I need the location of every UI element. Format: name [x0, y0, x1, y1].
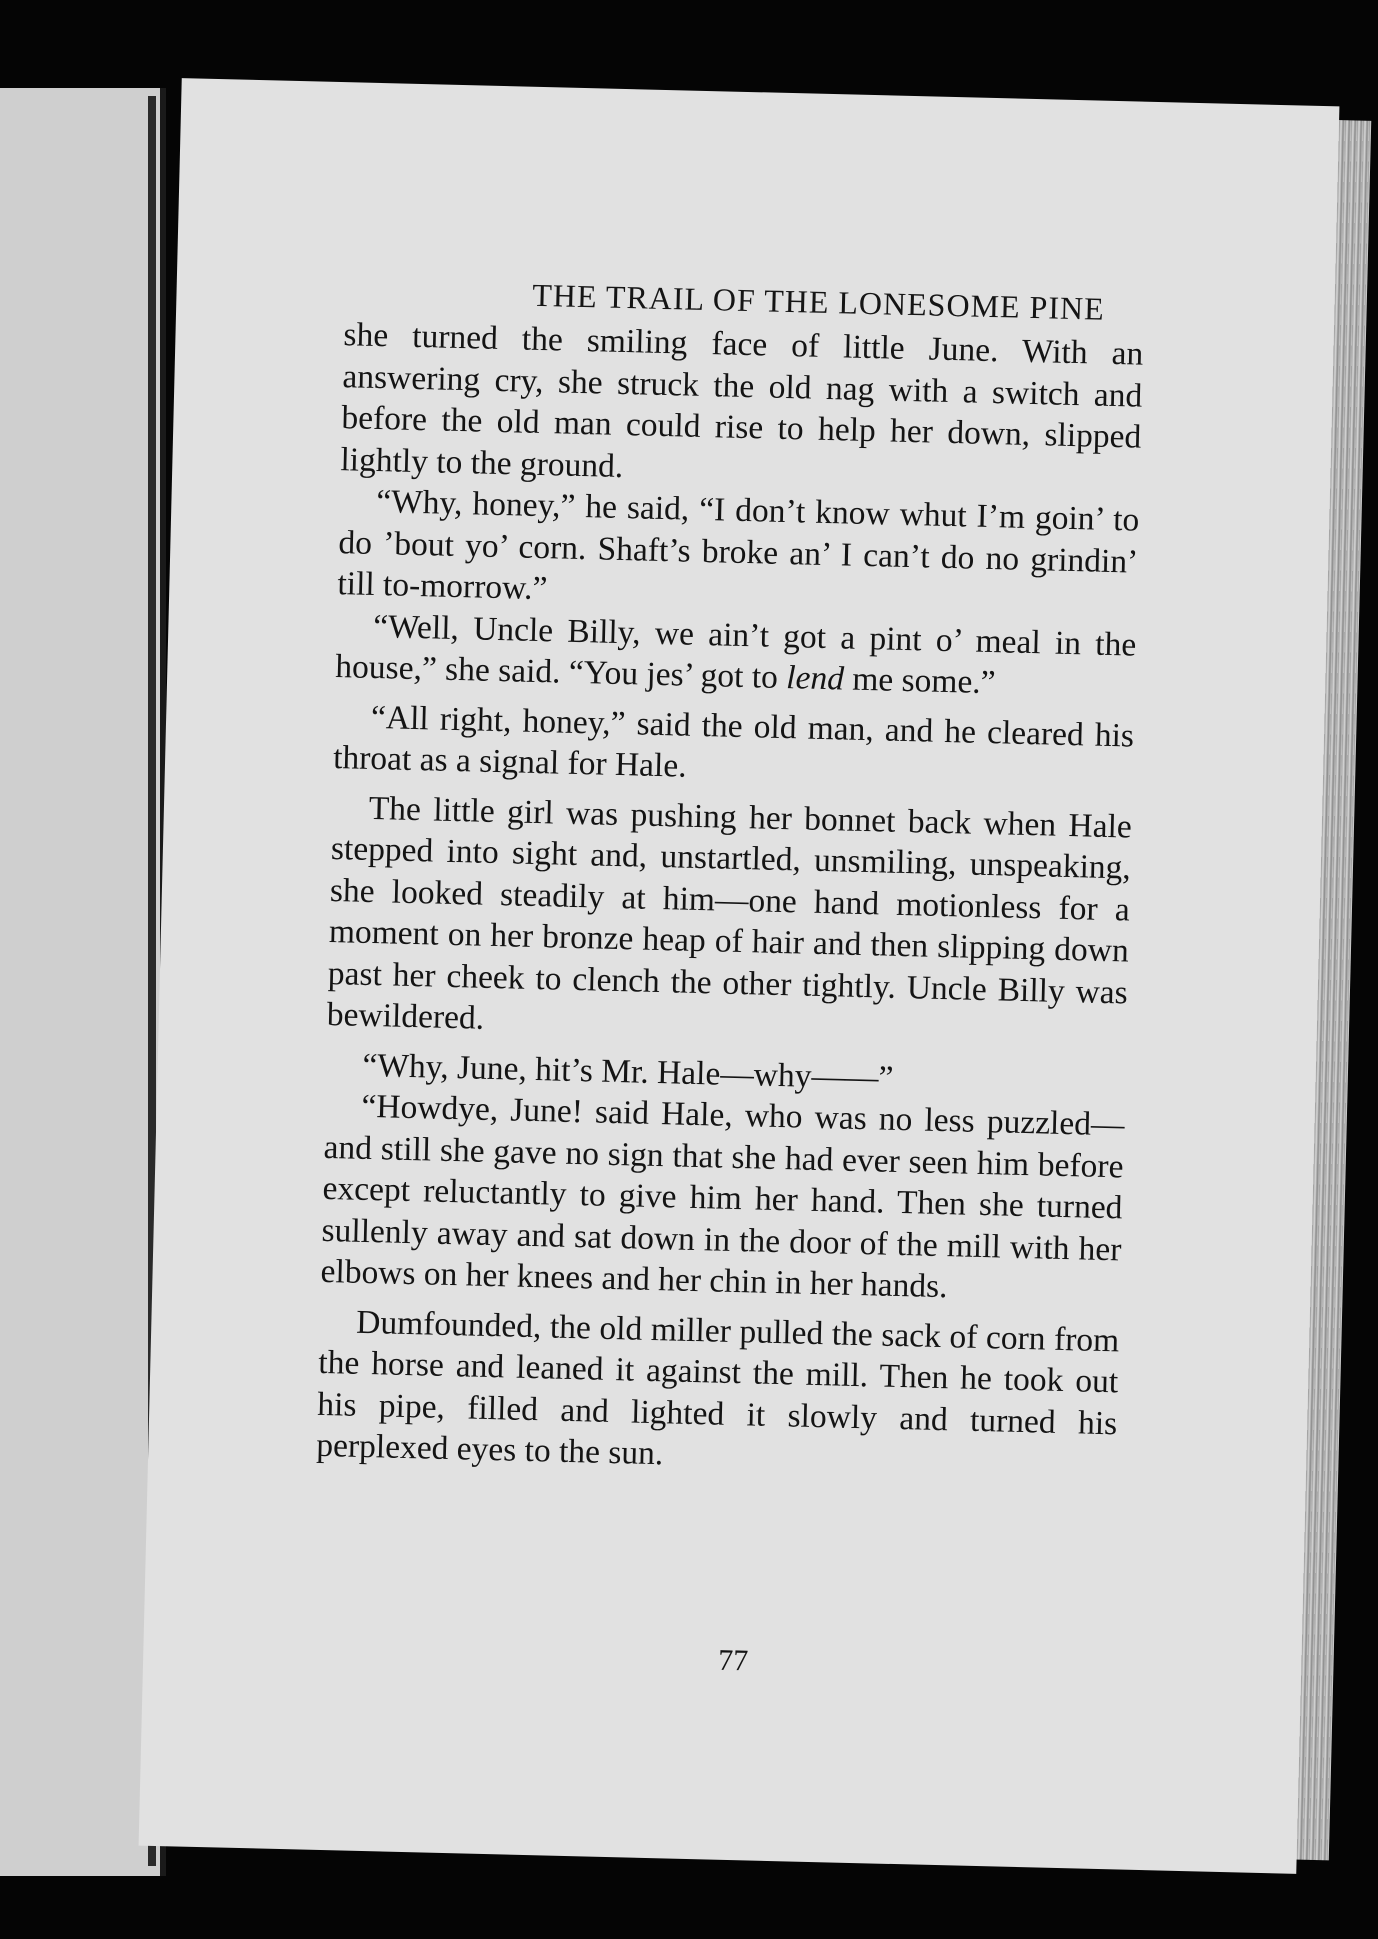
paragraph-text: “Well, Uncle Billy, we ain’t got a pint o’ meal in the house,” she said. “You jes’ got to: [334, 607, 1137, 697]
paragraph: Dumfounded, the old miller pulled the sack of corn from the horse and leaned it against the mill. Then he took out his pipe, filled and lighted it slowly and turned his perplexed eyes to the sun.: [315, 1303, 1120, 1473]
paragraph: she turned the smiling face of little June. With an answering cry, she struck the old nag with a switch and before the old man could rise to help her down, slipped lightly to the ground.: [340, 316, 1144, 485]
emphasis-text: lend: [785, 659, 845, 698]
paragraph: “Why, June, hit’s Mr. Hale—why——”: [362, 1046, 894, 1097]
book-page: [139, 78, 1340, 1874]
left-page: [0, 88, 166, 1876]
paragraph: “Howdye, June! said Hale, who was no less puzzled—and still she gave no sign that she had ever seen him before except reluctantly to give him her hand. Then she turned sullenly away and sat down in the door of the mill with her elbows on her knees and her chin in her hands.: [320, 1087, 1125, 1306]
paragraph: The little girl was pushing her bonnet back when Hale stepped into sight and, unstartled, unsmiling, unspeaking, she looked steadily at him—one hand motionless for a moment on her bronze heap of hair and then slipping down past her cheek to clench the other tightly. Uncle Billy was bewildered.: [326, 789, 1133, 1037]
running-head: THE TRAIL OF THE LONESOME PINE: [531, 276, 1106, 327]
paragraph: “All right, honey,” said the old man, and he cleared his throat as a signal for Hale.: [332, 698, 1135, 785]
paragraph-text: me some.”: [843, 660, 997, 702]
page-body: [316, 314, 1144, 1486]
paragraph: “Why, honey,” he said, “I don’t know whut I’m goin’ to do ’bout yo’ corn. Shaft’s broke an’ I can’t do no grindin’ till to-morrow.”: [337, 483, 1140, 608]
page-number: 77: [717, 1643, 749, 1678]
